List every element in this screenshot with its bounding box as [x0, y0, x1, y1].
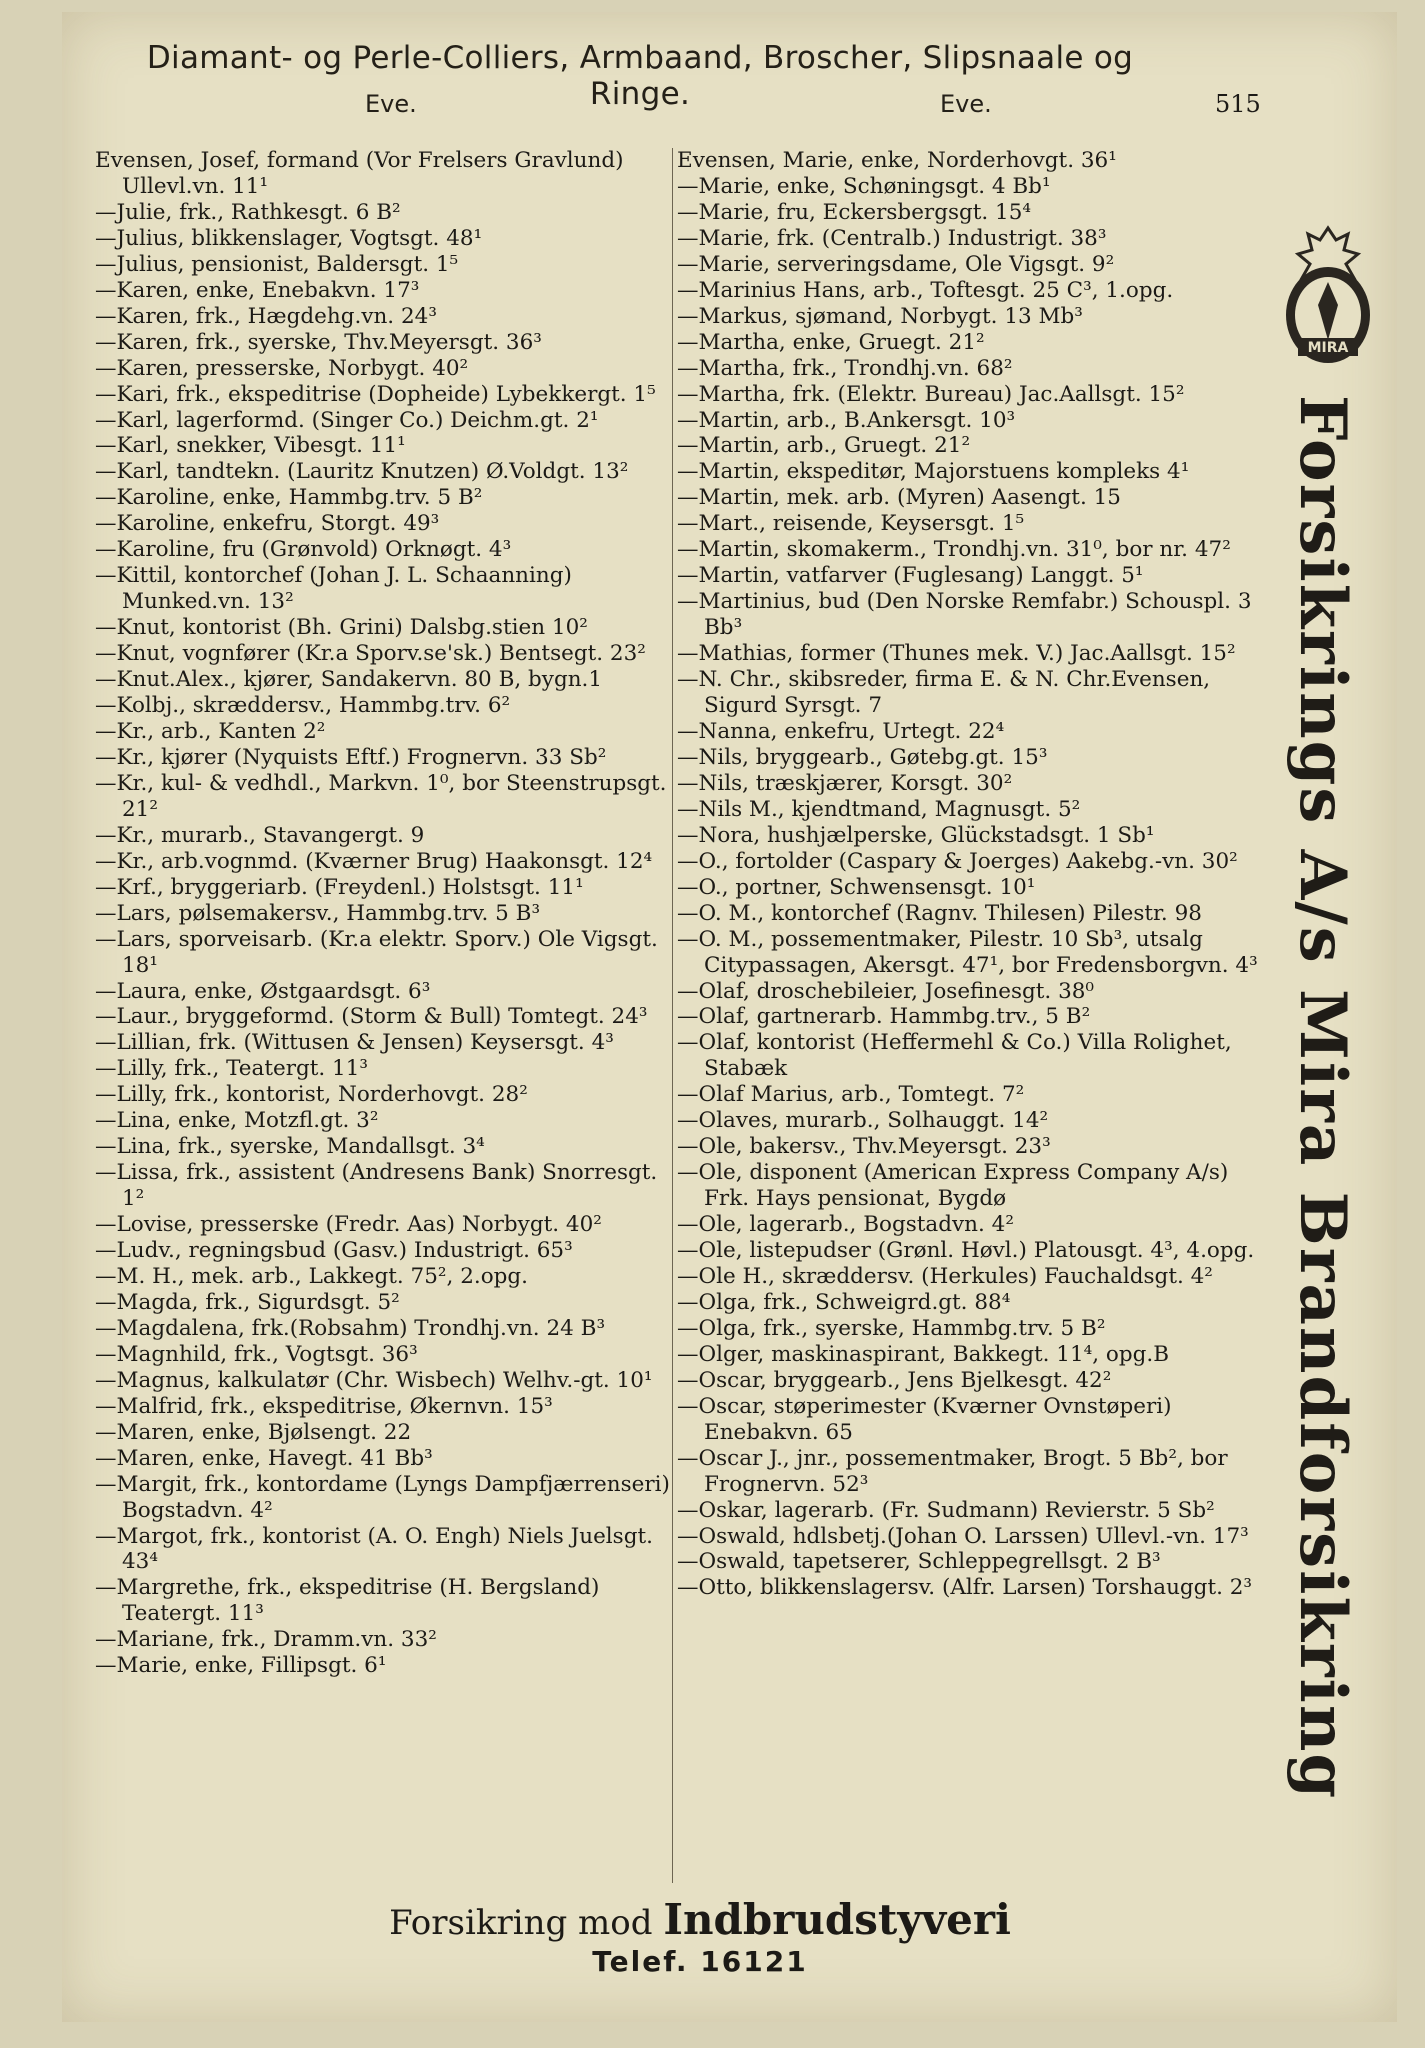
directory-entry: —Kittil, kontorchef (Johan J. L. Schaanning) Munked.vn. 13²: [95, 563, 572, 615]
directory-entry: —Oskar, lagerarb. (Fr. Sudmann) Revierstr. 5 Sb²: [677, 1497, 1215, 1523]
directory-entry: —Kr., murarb., Stavangergt. 9: [95, 822, 425, 848]
directory-entry: —Karen, frk., Hægdehg.vn. 24³: [95, 303, 437, 329]
directory-entry: —Olaf Marius, arb., Tomtegt. 7²: [677, 1082, 1025, 1108]
directory-entry: —Ludv., regningsbud (Gasv.) Industrigt. 65³: [95, 1238, 573, 1264]
directory-entry: —Kr., arb.vognmd. (Kværner Brug) Haakonsgt. 12⁴: [95, 848, 653, 874]
directory-entry: —Markus, sjømand, Norbygt. 13 Mb³: [677, 303, 1083, 329]
footer-advert: [250, 1895, 1150, 1944]
directory-entry: —Martha, frk. (Elektr. Bureau) Jac.Aallsgt. 15²: [677, 381, 1185, 407]
directory-entry: —Magda, frk., Sigurdsgt. 5²: [95, 1289, 400, 1315]
directory-entry: —Karl, snekker, Vibesgt. 11¹: [95, 433, 406, 459]
directory-entry: —Julie, frk., Rathkesgt. 6 B²: [95, 199, 401, 225]
directory-entry: —O. M., kontorchef (Ragnv. Thilesen) Pilestr. 98: [677, 900, 1202, 926]
directory-entry: —Lars, sporveisarb. (Kr.a elektr. Sporv.) Ole Vigsgt. 18¹: [95, 926, 658, 978]
directory-entry: —Martin, mek. arb. (Myren) Aasengt. 15: [677, 485, 1121, 511]
directory-entry: —Oscar, bryggearb., Jens Bjelkesgt. 42²: [677, 1367, 1112, 1393]
directory-entry: —Lilly, frk., kontorist, Norderhovgt. 28²: [95, 1082, 528, 1108]
mira-logo: [1278, 220, 1378, 370]
directory-entry: —Martin, arb., Gruegt. 21²: [677, 433, 971, 459]
directory-entry: —O., portner, Schwensensgt. 10¹: [677, 874, 1036, 900]
directory-entry: —Maren, enke, Havegt. 41 Bb³: [95, 1445, 433, 1471]
directory-entry: —Ole, disponent (American Express Company A/s) Frk. Hays pensionat, Bygdø: [677, 1160, 1229, 1212]
directory-entry: —Kr., arb., Kanten 2²: [95, 718, 326, 744]
page-number: 515: [1215, 90, 1261, 118]
directory-entry: —Olaf, droschebileier, Josefinesgt. 38⁰: [677, 978, 1095, 1004]
directory-entry: —Lissa, frk., assistent (Andresens Bank) Snorresgt. 1²: [95, 1160, 658, 1212]
directory-entry: —Oswald, tapetserer, Schleppegrellsgt. 2 B³: [677, 1549, 1161, 1575]
directory-entry: Evensen, Josef, formand (Vor Frelsers Gravlund) Ullevl.vn. 11¹: [95, 148, 624, 199]
directory-entry: —Magdalena, frk.(Robsahm) Trondhj.vn. 24 B³: [95, 1315, 606, 1341]
directory-entry: —Lillian, frk. (Wittusen & Jensen) Keysersgt. 4³: [95, 1030, 614, 1056]
directory-entry: —Laura, enke, Østgaardsgt. 6³: [95, 978, 431, 1004]
right-column: [677, 148, 1262, 1601]
directory-entry: —Kr., kjører (Nyquists Eftf.) Frognervn. 33 Sb²: [95, 744, 607, 770]
directory-entry: —Oscar, støperimester (Kværner Ovnstøperi) Enebakvn. 65: [677, 1393, 1172, 1445]
directory-entry: —Lars, pølsemakersv., Hammbg.trv. 5 B³: [95, 900, 541, 926]
directory-entry: —Olga, frk., syerske, Hammbg.trv. 5 B²: [677, 1315, 1106, 1341]
directory-entry: —Knut.Alex., kjører, Sandakervn. 80 B, bygn.1: [95, 667, 603, 693]
directory-entry: —Marie, serveringsdame, Ole Vigsgt. 9²: [677, 251, 1115, 277]
directory-entry: —N. Chr., skibsreder, firma E. & N. Chr.Evensen, Sigurd Syrsgt. 7: [677, 667, 1211, 719]
directory-entry: —Nils, træskjærer, Korsgt. 30²: [677, 770, 1013, 796]
footer-phone: Telef. 16121: [592, 1945, 808, 1978]
running-head-right: Eve.: [940, 90, 992, 118]
directory-entry: —Ole, listepudser (Grønl. Høvl.) Platousgt. 4³, 4.opg.: [677, 1238, 1255, 1264]
directory-entry: —Mariane, frk., Dramm.vn. 33²: [95, 1627, 437, 1653]
directory-entry: —Lilly, frk., Teatergt. 11³: [95, 1056, 369, 1082]
directory-entry: —Nils, bryggearb., Gøtebg.gt. 15³: [677, 744, 1048, 770]
directory-entry: —Karoline, enkefru, Storgt. 49³: [95, 511, 440, 537]
left-column: [95, 148, 685, 1679]
directory-entry: —Olaves, murarb., Solhauggt. 14²: [677, 1108, 1049, 1134]
directory-entry: —Julius, blikkenslager, Vogtsgt. 48¹: [95, 225, 483, 251]
directory-entry: —Ole, lagerarb., Bogstadvn. 4²: [677, 1212, 1014, 1238]
directory-entry: —Ole H., skræddersv. (Herkules) Fauchaldsgt. 4²: [677, 1263, 1213, 1289]
directory-entry: —Nora, hushjælperske, Glückstadsgt. 1 Sb¹: [677, 822, 1155, 848]
directory-entry: —Lovise, presserske (Fredr. Aas) Norbygt. 40²: [95, 1212, 602, 1238]
directory-entry: —Karen, frk., syerske, Thv.Meyersgt. 36³: [95, 329, 542, 355]
directory-entry: —Martinius, bud (Den Norske Remfabr.) Schouspl. 3 Bb³: [677, 589, 1252, 641]
side-ad-text: Forsikrings A/s Mira Brandforsikring: [1285, 395, 1360, 1801]
directory-entry: —Kari, frk., ekspeditrise (Dopheide) Lybekkergt. 1⁵: [95, 381, 656, 407]
directory-entry: —Marie, frk. (Centralb.) Industrigt. 38³: [677, 225, 1107, 251]
directory-entry: —Knut, kontorist (Bh. Grini) Dalsbg.stien 10²: [95, 615, 588, 641]
directory-entry: —Olaf, gartnerarb. Hammbg.trv., 5 B²: [677, 1004, 1091, 1030]
directory-entry: —Oswald, hdlsbetj.(Johan O. Larssen) Ullevl.-vn. 17³: [677, 1523, 1249, 1549]
directory-entry: —Knut, vognfører (Kr.a Sporv.se'sk.) Bentsegt. 23²: [95, 641, 646, 667]
directory-entry: —Olga, frk., Schweigrd.gt. 88⁴: [677, 1289, 1011, 1315]
directory-entry: —Marinius Hans, arb., Toftesgt. 25 C³, 1.opg.: [677, 277, 1174, 303]
directory-entry: —Margit, frk., kontordame (Lyngs Dampfjærrenseri) Bogstadvn. 4²: [95, 1471, 670, 1523]
directory-entry: —Kr., kul- & vedhdl., Markvn. 1⁰, bor Steenstrupsgt. 21²: [95, 770, 667, 822]
directory-entry: —Mathias, former (Thunes mek. V.) Jac.Aallsgt. 15²: [677, 641, 1236, 667]
directory-entry: —Olaf, kontorist (Heffermehl & Co.) Villa Rolighet, Stabæk: [677, 1030, 1232, 1082]
directory-entry: —Nanna, enkefru, Urtegt. 22⁴: [677, 718, 1005, 744]
directory-entry: Evensen, Marie, enke, Norderhovgt. 36¹: [677, 148, 1117, 173]
directory-entry: —Magnus, kalkulatør (Chr. Wisbech) Welhv.-gt. 10¹: [95, 1367, 653, 1393]
directory-entry: —Martha, frk., Trondhj.vn. 68²: [677, 355, 1013, 381]
directory-entry: —Maren, enke, Bjølsengt. 22: [95, 1419, 412, 1445]
directory-entry: —Martha, enke, Gruegt. 21²: [677, 329, 985, 355]
directory-entry: —Otto, blikkenslagersv. (Alfr. Larsen) Torshauggt. 2³: [677, 1575, 1253, 1601]
directory-entry: —Karl, lagerformd. (Singer Co.) Deichm.gt. 2¹: [95, 407, 599, 433]
directory-entry: —Margrethe, frk., ekspeditrise (H. Bergsland) Teatergt. 11³: [95, 1575, 600, 1627]
directory-entry: —Marie, enke, Fillipsgt. 6¹: [95, 1653, 387, 1679]
directory-entry: —Laur., bryggeformd. (Storm & Bull) Tomtegt. 24³: [95, 1004, 648, 1030]
directory-entry: —M. H., mek. arb., Lakkegt. 75², 2.opg.: [95, 1263, 529, 1289]
directory-entry: —Nils M., kjendtmand, Magnusgt. 5²: [677, 796, 1081, 822]
directory-entry: —O., fortolder (Caspary & Joerges) Aakebg.-vn. 30²: [677, 848, 1238, 874]
directory-entry: —Kolbj., skræddersv., Hammbg.trv. 6²: [95, 693, 511, 719]
directory-entry: —Karen, presserske, Norbygt. 40²: [95, 355, 469, 381]
footer-bold: Indbrudstyveri: [663, 1895, 1011, 1944]
directory-entry: —Karen, enke, Enebakvn. 17³: [95, 277, 420, 303]
directory-entry: —Margot, frk., kontorist (A. O. Engh) Niels Juelsgt. 43⁴: [95, 1523, 653, 1575]
directory-entry: —Magnhild, frk., Vogtsgt. 36³: [95, 1341, 418, 1367]
directory-entry: —Marie, fru, Eckersbergsgt. 15⁴: [677, 199, 1032, 225]
directory-entry: —Malfrid, frk., ekspeditrise, Økernvn. 15³: [95, 1393, 553, 1419]
directory-entry: —Lina, frk., syerske, Mandallsgt. 3⁴: [95, 1134, 485, 1160]
column-divider: [672, 148, 673, 1883]
directory-entry: —Martin, vatfarver (Fuglesang) Langgt. 5¹: [677, 563, 1144, 589]
directory-entry: —Krf., bryggeriarb. (Freydenl.) Holstsgt. 11¹: [95, 874, 584, 900]
footer-prefix: Forsikring mod: [389, 1903, 653, 1943]
directory-entry: —Lina, enke, Motzfl.gt. 3²: [95, 1108, 379, 1134]
directory-entry: —Martin, arb., B.Ankersgt. 10³: [677, 407, 1016, 433]
logo-text: MIRA: [1307, 340, 1349, 356]
directory-entry: —Karoline, fru (Grønvold) Orknøgt. 4³: [95, 537, 512, 563]
side-advertisement: [1282, 395, 1372, 1815]
header-banner: Diamant- og Perle-Colliers, Armbaand, Broscher, Slipsnaale og Ringe.: [146, 40, 1134, 112]
directory-entry: —Julius, pensionist, Baldersgt. 1⁵: [95, 251, 459, 277]
directory-entry: —Olger, maskinaspirant, Bakkegt. 11⁴, opg.B: [677, 1341, 1170, 1367]
directory-entry: —Ole, bakersv., Thv.Meyersgt. 23³: [677, 1134, 1051, 1160]
running-head-left: Eve.: [365, 90, 417, 118]
directory-entry: —O. M., possementmaker, Pilestr. 10 Sb³, utsalg Citypassagen, Akersgt. 47¹, bor Fredensborgvn. 4³: [677, 926, 1258, 978]
directory-entry: —Martin, ekspeditør, Majorstuens kompleks 4¹: [677, 459, 1190, 485]
directory-entry: —Mart., reisende, Keysersgt. 1⁵: [677, 511, 1025, 537]
directory-entry: —Martin, skomakerm., Trondhj.vn. 31⁰, bor nr. 47²: [677, 537, 1231, 563]
directory-entry: —Karl, tandtekn. (Lauritz Knutzen) Ø.Voldgt. 13²: [95, 459, 629, 485]
directory-entry: —Marie, enke, Schøningsgt. 4 Bb¹: [677, 173, 1051, 199]
directory-entry: —Oscar J., jnr., possementmaker, Brogt. 5 Bb², bor Frognervn. 52³: [677, 1445, 1228, 1497]
directory-entry: —Karoline, enke, Hammbg.trv. 5 B²: [95, 485, 483, 511]
